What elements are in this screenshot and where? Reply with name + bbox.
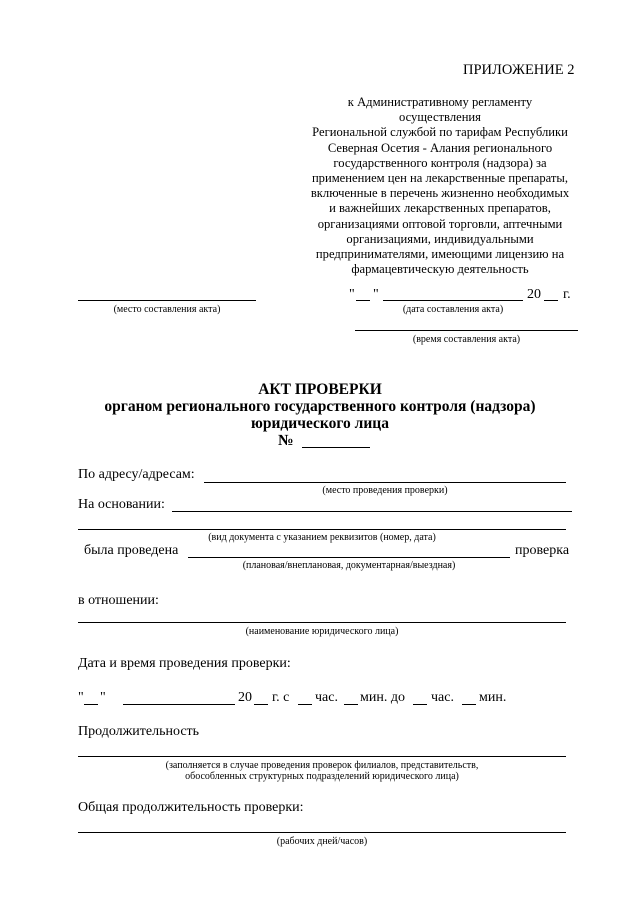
- conducted-label: была проведена: [84, 543, 179, 558]
- dt-min-to-field[interactable]: [462, 704, 476, 705]
- duration-label: Продолжительность: [78, 724, 200, 739]
- header-line: предпринимателями, имеющими лицензию на: [315, 247, 565, 262]
- date-quote-close: ": [373, 287, 379, 302]
- dt-min-label-2: мин.: [479, 690, 507, 705]
- act-number-field[interactable]: [302, 447, 370, 448]
- basis-field-2[interactable]: [78, 529, 566, 530]
- header-line: фармацевтическую деятельность: [351, 262, 529, 277]
- dt-min-to-label: мин. до: [360, 690, 405, 705]
- dt-hour-to-field[interactable]: [413, 704, 427, 705]
- date-caption: (дата составления акта): [402, 304, 504, 315]
- dt-quote-open: ": [78, 690, 84, 705]
- dt-from: г. с: [272, 690, 290, 705]
- header-line: организациями оптовой торговли, аптечными: [317, 216, 563, 231]
- legal-entity-field[interactable]: [78, 622, 566, 623]
- header-line: организациями, индивидуальными: [346, 231, 534, 246]
- header-line: и важнейших лекарственных препаратов,: [329, 201, 551, 216]
- total-duration-field[interactable]: [78, 832, 566, 833]
- inspection-type-field[interactable]: [188, 557, 510, 558]
- basis-field[interactable]: [172, 511, 572, 512]
- dt-month-field[interactable]: [123, 704, 235, 705]
- basis-label: На основании:: [78, 497, 165, 512]
- header-line: к Административному регламенту: [347, 95, 533, 109]
- basis-caption: (вид документа с указанием реквизитов (номер, дата): [208, 532, 436, 543]
- dt-century: 20: [238, 690, 252, 705]
- time-field[interactable]: [355, 330, 578, 331]
- regulation-reference: [300, 95, 580, 277]
- datetime-label: Дата и время проведения проверки:: [78, 656, 291, 671]
- dt-hour-label-2: час.: [431, 690, 454, 705]
- date-century: 20: [527, 287, 541, 302]
- act-title: АКТ ПРОВЕРКИ: [258, 381, 382, 398]
- header-line: государственного контроля (надзора) за: [333, 155, 547, 170]
- dt-day-field[interactable]: [84, 704, 98, 705]
- date-year-suffix: г.: [563, 287, 571, 302]
- act-subtitle: органом регионального государственного контроля (надзора): [104, 398, 536, 415]
- appendix-label: ПРИЛОЖЕНИЕ 2: [463, 62, 575, 78]
- total-duration-caption: (рабочих дней/часов): [276, 836, 368, 847]
- header-line: Северная Осетия - Алания регионального: [327, 140, 553, 155]
- address-caption: (место проведения проверки): [322, 485, 448, 496]
- date-year-field[interactable]: [544, 300, 558, 301]
- place-field[interactable]: [78, 300, 256, 301]
- dt-hour-label-1: час.: [315, 690, 338, 705]
- dt-min-from-field[interactable]: [344, 704, 358, 705]
- dt-hour-from-field[interactable]: [298, 704, 312, 705]
- date-day-field[interactable]: [356, 300, 370, 301]
- duration-field[interactable]: [78, 756, 566, 757]
- place-caption: (место составления акта): [113, 304, 221, 315]
- inspection-type-caption: (плановая/внеплановая, документарная/выездная): [242, 560, 456, 571]
- header-line: применением цен на лекарственные препараты,: [311, 171, 569, 186]
- act-subtitle-2: юридического лица: [251, 415, 389, 432]
- date-quote-open: ": [349, 287, 355, 302]
- duration-caption-2: обособленных структурных подразделений юридического лица): [185, 771, 459, 782]
- total-duration-label: Общая продолжительность проверки:: [78, 800, 304, 815]
- dt-year-field[interactable]: [254, 704, 268, 705]
- header-line: включенные в перечень жизненно необходимых: [310, 186, 570, 201]
- duration-caption-1: (заполняется в случае проведения проверок филиалов, представительств,: [165, 760, 479, 771]
- dt-quote-close: ": [100, 690, 106, 705]
- act-number: [278, 432, 294, 449]
- header-line: осуществления: [399, 110, 481, 125]
- address-field[interactable]: [204, 482, 566, 483]
- header-line: Региональной службой по тарифам Республики: [312, 125, 568, 140]
- address-label: По адресу/адресам:: [78, 467, 195, 482]
- time-caption: (время составления акта): [412, 334, 521, 345]
- number-sign: №: [278, 432, 294, 449]
- date-month-field[interactable]: [383, 300, 523, 301]
- conducted-suffix: проверка: [515, 543, 570, 558]
- regarding-label: в отношении:: [78, 593, 159, 608]
- legal-entity-caption: (наименование юридического лица): [245, 626, 399, 637]
